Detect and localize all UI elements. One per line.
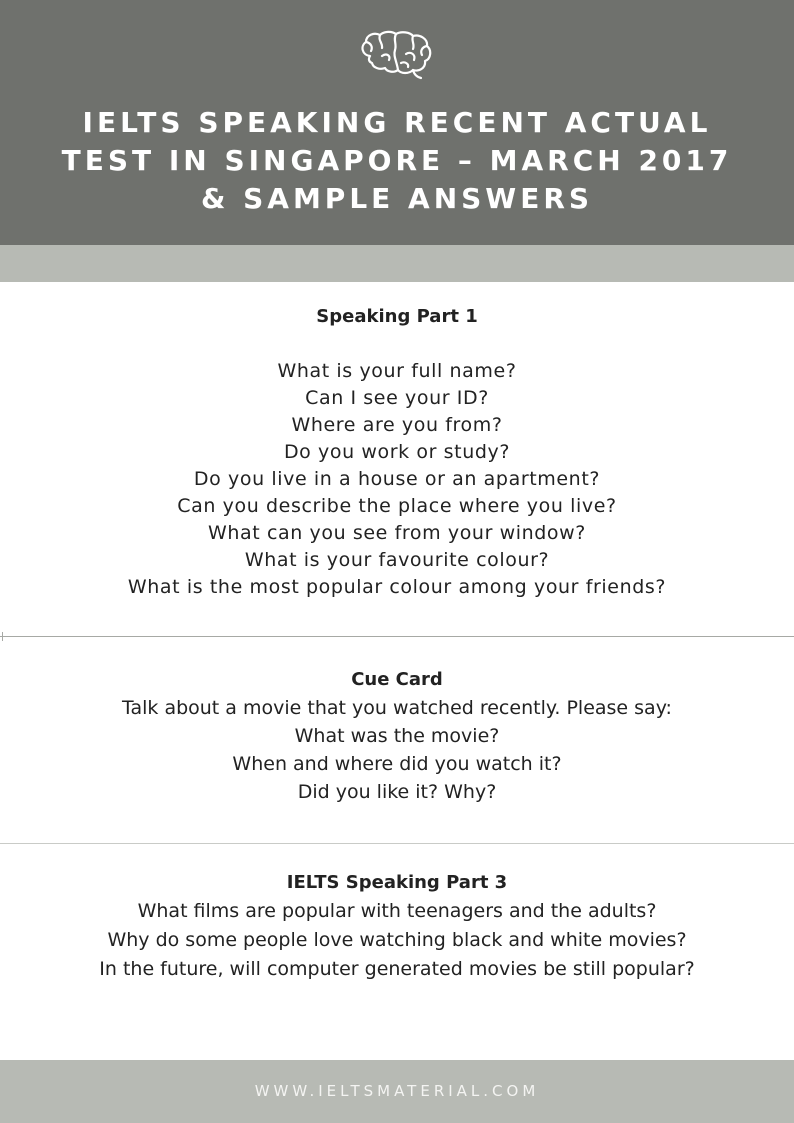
title-line: & SAMPLE ANSWERS — [200, 182, 594, 215]
section-divider — [0, 843, 794, 844]
question-item: Do you work or study? — [283, 441, 511, 463]
question-list — [0, 897, 794, 984]
question-list — [0, 358, 794, 601]
question-item: Where are you from? — [291, 414, 503, 436]
question-item: What is the most popular colour among your friends? — [127, 576, 667, 598]
footer-bar — [0, 1060, 794, 1123]
question-item: What is your full name? — [277, 360, 517, 382]
question-item: Do you live in a house or an apartment? — [193, 468, 601, 490]
header-band — [0, 245, 794, 282]
section-divider — [0, 636, 794, 637]
cue-card-point: When and where did you watch it? — [232, 753, 562, 775]
speaking-part-3-section — [0, 869, 794, 984]
section-heading: Speaking Part 1 — [316, 306, 478, 327]
cue-card-section — [0, 666, 794, 806]
header-banner — [0, 0, 794, 245]
cue-card-point: What was the movie? — [294, 725, 500, 747]
question-item: What is your favourite colour? — [244, 549, 550, 571]
section-heading: Cue Card — [351, 669, 443, 690]
cue-card-list — [0, 694, 794, 806]
brain-icon — [356, 30, 434, 80]
cue-card-point: Did you like it? Why? — [297, 781, 497, 803]
title-line: IELTS SPEAKING RECENT ACTUAL — [82, 106, 712, 139]
speaking-part-1-section — [0, 303, 794, 601]
question-item: What films are popular with teenagers and the adults? — [137, 900, 657, 922]
website-link[interactable]: WWW.IELTSMATERIAL.COM — [254, 1082, 540, 1100]
cue-card-prompt: Talk about a movie that you watched recently. Please say: — [122, 697, 672, 719]
question-item: Why do some people love watching black and white movies? — [107, 929, 687, 951]
title-line: TEST IN SINGAPORE – MARCH 2017 — [61, 144, 733, 177]
section-heading: IELTS Speaking Part 3 — [286, 872, 508, 893]
question-item: What can you see from your window? — [208, 522, 586, 544]
page-title — [0, 104, 794, 218]
question-item: In the future, will computer generated movies be still popular? — [99, 958, 695, 980]
question-item: Can you describe the place where you live? — [177, 495, 617, 517]
question-item: Can I see your ID? — [305, 387, 489, 409]
